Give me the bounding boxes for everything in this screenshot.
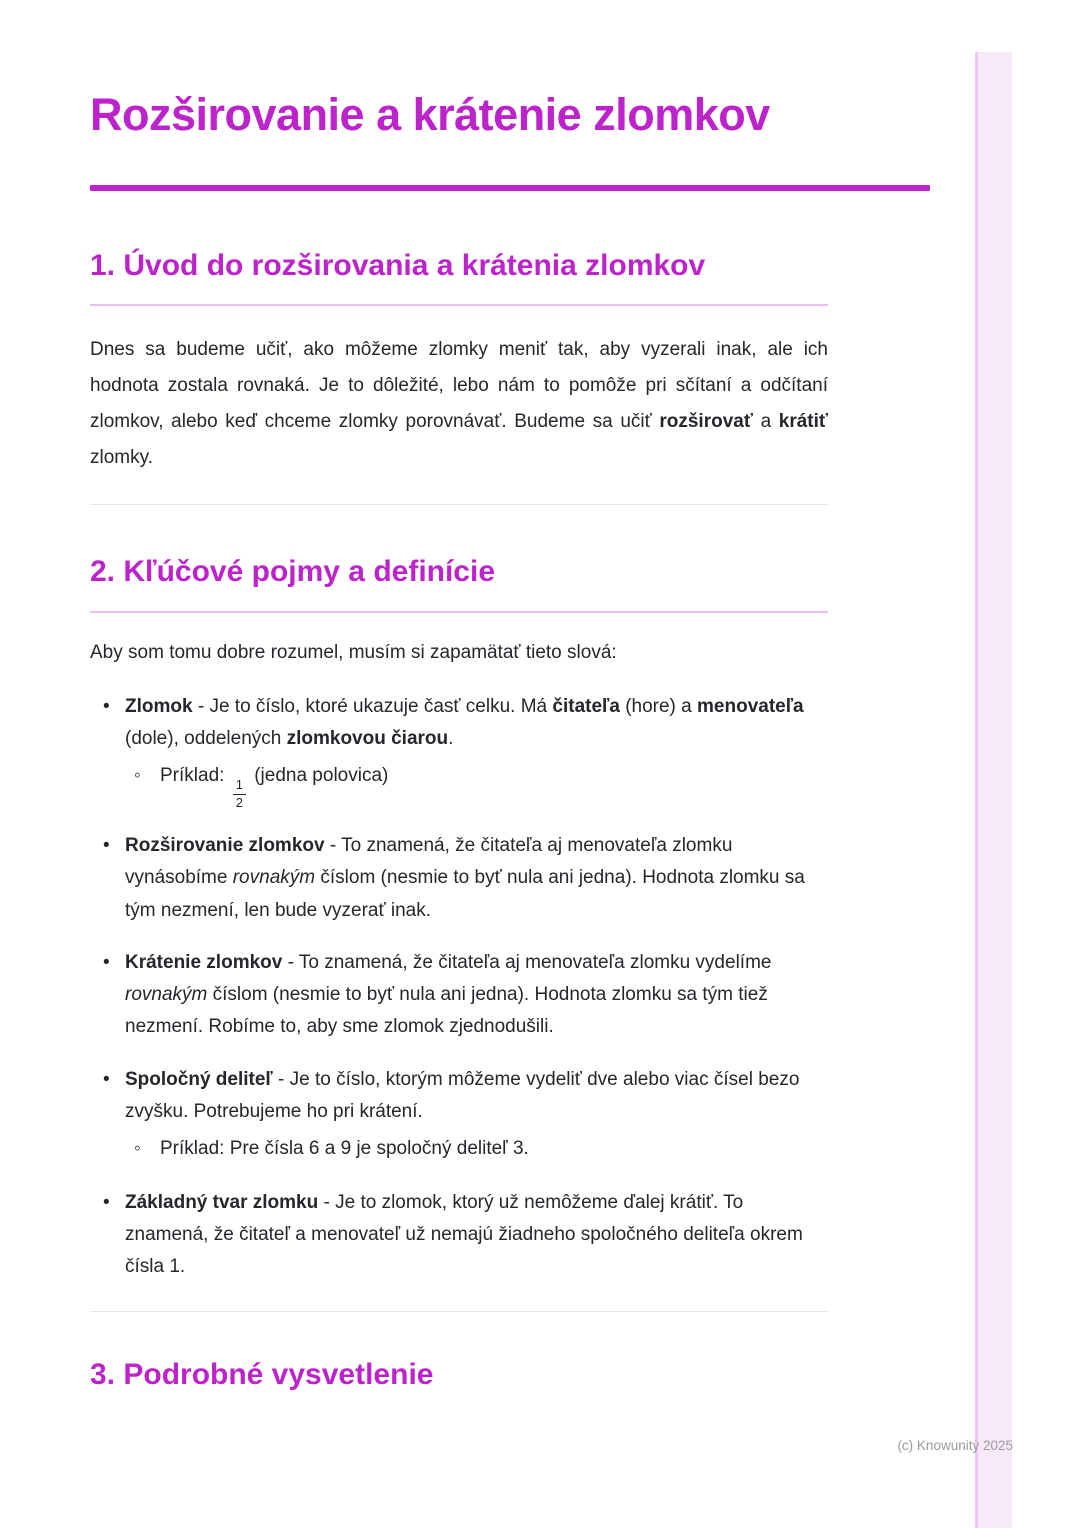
example-sublist	[125, 759, 828, 810]
text: (hore) a	[619, 695, 698, 717]
fraction-numerator: 1	[235, 777, 243, 793]
term: menovateľa	[697, 695, 804, 717]
text: - Je to zlomok, ktorý už nemôžeme ďalej krátiť. To znamená, že čitateľ a menovateľ už nemajú žiadneho spoločného deliteľa okrem čísla 1.	[125, 1191, 803, 1278]
text: Dnes sa budeme učiť, ako môžeme zlomky meniť tak, aby vyzerali inak, ale ich hodnota zostala rovnaká. Je to dôležité, lebo nám to pomôže pri sčítaní a odčítaní zlomkov, alebo keď chceme zlomky porovnávať. Budeme sa učiť	[90, 338, 828, 433]
document-content	[90, 86, 828, 1396]
section-1-heading: 1. Úvod do rozširovania a krátenia zlomkov	[90, 248, 706, 282]
example-item	[125, 1132, 828, 1166]
section-3-heading: 3. Podrobné vysvetlenie	[90, 1358, 434, 1392]
definition-item-zakladny-tvar	[90, 1187, 828, 1284]
term: Krátenie zlomkov	[125, 951, 283, 973]
text: číslom (nesmie to byť nula ani jedna). Hodnota zlomku sa tým tiež nezmení. Robíme to, aby sme zlomok zjednodušili.	[125, 984, 768, 1038]
emphasis: rovnakým	[232, 867, 316, 889]
text: číslom (nesmie to byť nula ani jedna). Hodnota zlomku sa tým nezmení, len bude vyzerať inak.	[125, 867, 805, 921]
definition-item-rozsirovanie	[90, 830, 828, 927]
text: zlomky.	[90, 447, 153, 469]
section-divider	[90, 504, 828, 505]
emphasis: rovnakým	[125, 984, 208, 1006]
text: (jedna polovica)	[248, 765, 389, 787]
definitions-list	[90, 691, 828, 1284]
term: Rozširovanie zlomkov	[125, 834, 325, 856]
section-2-heading: 2. Kľúčové pojmy a definície	[90, 555, 496, 589]
text: .	[448, 728, 454, 750]
text: - To znamená, že čitateľa aj menovateľa zlomku vynásobíme	[125, 834, 733, 889]
section-divider	[90, 1311, 828, 1312]
section-1-paragraph	[90, 332, 828, 476]
term: čitateľa	[552, 695, 620, 717]
term: Spoločný deliteľ	[125, 1068, 273, 1090]
text: - Je to číslo, ktoré ukazuje časť celku. Má	[192, 695, 553, 717]
text: a	[752, 411, 779, 433]
example-sublist	[125, 1132, 828, 1166]
term: zlomkovou čiarou	[286, 728, 449, 750]
term: rozširovať	[659, 411, 753, 433]
page-accent-stripe	[975, 52, 1012, 1528]
section-2-rule	[90, 611, 828, 613]
term: Základný tvar zlomku	[125, 1191, 319, 1213]
text: - Je to číslo, ktorým môžeme vydeliť dve alebo viac čísel bezo zvyšku. Potrebujeme ho pri krátení.	[125, 1068, 800, 1123]
definition-item-kratenie	[90, 947, 828, 1044]
text: - To znamená, že čitateľa aj menovateľa zlomku vydelíme	[282, 951, 772, 973]
fraction-denominator: 2	[233, 794, 246, 810]
term: Zlomok	[125, 695, 193, 717]
term: krátiť	[778, 411, 829, 433]
example-item	[125, 759, 828, 810]
fraction-one-half	[233, 778, 246, 810]
text: Príklad: Pre čísla 6 a 9 je spoločný deliteľ 3.	[160, 1138, 529, 1160]
text: Príklad:	[160, 765, 230, 787]
section-1-rule	[90, 304, 828, 306]
definition-item-zlomok	[90, 691, 828, 810]
footer-copyright: (c) Knowunity 2025	[897, 1438, 1013, 1453]
section-2-intro: Aby som tomu dobre rozumel, musím si zapamätať tieto slová:	[90, 641, 617, 663]
title-underline	[90, 185, 930, 191]
text: (dole), oddelených	[125, 728, 287, 750]
page-title: Rozširovanie a krátenie zlomkov	[90, 89, 770, 140]
definition-item-spolocny-delitel	[90, 1064, 828, 1167]
